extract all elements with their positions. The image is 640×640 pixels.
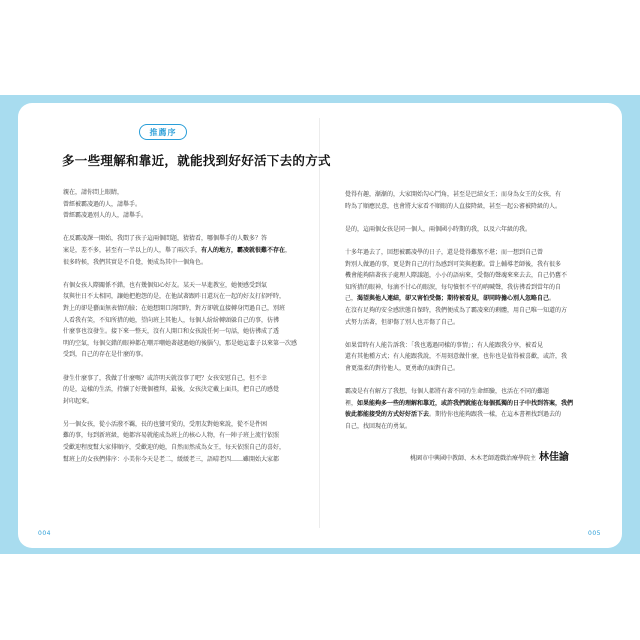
- text-run: 幫班上的女孩們排序：小美你今天是老二，緩緩老三，語晴老四……雖開始大家都: [63, 455, 280, 463]
- text-line: [63, 384, 303, 396]
- text-run: 。: [549, 295, 556, 303]
- text-run: 機會能夠陪著孩子處理人際議題，小小的語病來，受傷的聲魂來來去去，自己仍舊不: [345, 272, 568, 280]
- text-line: [63, 430, 303, 442]
- text-run: 封印起來。: [63, 397, 94, 405]
- text-run: 受歡迎程度幫大家排順序，受歡迎的她，自然而然成為女王，每天依照自己的喜好，: [63, 444, 286, 452]
- emphasis-text: 渴望與他人連結，卻又害怕受傷；期待被看見，卻同時擔心別人忽略自己: [357, 295, 550, 303]
- text-line: [345, 386, 585, 398]
- text-line: [345, 317, 585, 329]
- text-line: [63, 233, 303, 245]
- text-line: [345, 409, 585, 421]
- text-line: [345, 201, 585, 213]
- paragraph-gap: [63, 222, 303, 234]
- text-run: 是的，這兩個女孩是同一個人，兩個國小時期的我，以及六年級的我。: [345, 225, 532, 233]
- left-page-body: [63, 187, 303, 465]
- text-line: [63, 373, 303, 385]
- emphasis-text: 彼此都能接受的方式好好活下去: [345, 411, 430, 419]
- text-run: 會更溫柔的對待他人，更勇敢的面對自己。: [345, 364, 460, 372]
- text-run: 親在，請你問上眼睛，: [63, 189, 124, 196]
- text-run: 很多時候，我們其實是不自覺，便成為其中一個角色。: [63, 258, 208, 266]
- paragraph-gap: [63, 268, 303, 280]
- text-run: 十多年過去了，回想被霸凌學的日子，還是覺得難熬不堪；而一想到自己曾: [345, 248, 544, 256]
- text-run: 自己，找回現在的勇氣。: [345, 422, 412, 430]
- text-line: [63, 257, 303, 269]
- text-run: 霸凌是有有解方了我想，每個人都將有著不同的生命經驗，也活在不同的難題: [345, 388, 550, 396]
- text-run: 式努力活著，但卻傷了別人也弄傷了自己。: [345, 318, 460, 326]
- text-run: ，: [285, 246, 292, 254]
- text-line: [345, 293, 585, 305]
- text-run: 時為了順應民意，也會將大家看不順眼的人直接降級，甚至一起公審被降級的人。: [345, 202, 562, 210]
- text-run: 在沒有足夠的安全感狀態自保時，我們便成為了霸凌來的剩體，用自己唯一知道的方: [345, 306, 568, 314]
- text-line: [63, 245, 303, 257]
- text-line: [63, 291, 303, 303]
- text-line: [63, 199, 303, 211]
- text-run: 覺得有趣，漸漸的，大家開始勾心鬥角，甚至是巴結女王；而身為女王的女孩，有: [345, 191, 562, 198]
- text-run: 對別人做過的事，更是對自己的行為感到可笑與抱歉。當上輔導老師後，我有很多: [345, 260, 562, 268]
- text-line: [63, 454, 303, 466]
- text-run: 明的空氣，每個交錯的眼神都在嘲弄嘲她著越過她的後腦勺，那是她這輩子以來第一次感: [63, 339, 298, 347]
- text-line: [345, 224, 585, 236]
- text-line: [345, 398, 585, 410]
- text-line: [345, 351, 585, 363]
- text-run: 在反霸凌課一開始，我問了孩子這兩個問題，猜猜看，哪個舉手的人數多？答: [63, 235, 268, 243]
- text-line: [345, 421, 585, 433]
- page-number-right: 005: [588, 530, 601, 537]
- text-line: [345, 305, 585, 317]
- text-run: 難的事，每到新班級，她都容易就能成為班上的核心人物，有一陣子班上流行依照: [63, 432, 280, 440]
- text-run: 的是，這樣的生活，持續了好幾個禮拜，最後，女孩決定戴上面具，把自己的感覺: [63, 386, 280, 394]
- text-line: [345, 363, 585, 375]
- text-run: 有個女孩人際關係不錯，也有幾個知心好友。某天一早進教室，她便感受到氣: [63, 281, 268, 289]
- text-run: 裡，: [345, 399, 358, 407]
- text-run: 己，: [345, 295, 358, 303]
- signature-name: 林佳諭: [539, 452, 570, 463]
- text-run: 還有其他種方式；有人能跟我說，不用刻意做什麼，也你也是值得被喜歡，或許，我: [345, 353, 568, 361]
- text-line: [345, 340, 585, 352]
- text-line: [345, 282, 585, 294]
- text-run: 人看我有笑，不知所措的她，望向班上其他人，每個人紛紛轉頭躲自己的事，彷彿: [63, 316, 280, 324]
- text-line: [63, 315, 303, 327]
- text-line: [345, 270, 585, 282]
- text-line: [63, 338, 303, 350]
- paragraph-gap: [345, 375, 585, 387]
- text-run: 發生什麼事了，我做了什麼嗎？或許明天就沒事了吧？女孩安慰自己，但不幸: [63, 374, 268, 382]
- text-run: 案是，差不多，甚至有一半以上的人，舉了兩次手，: [63, 246, 202, 254]
- text-line: [345, 259, 585, 271]
- text-line: [63, 187, 303, 199]
- page-title: 多一些理解和靠近，就能找到好好活下去的方式: [62, 153, 331, 168]
- section-badge: 推薦序: [139, 124, 187, 140]
- text-run: 曾經被霸凌過的人，請舉手。: [63, 200, 142, 208]
- paragraph-gap: [63, 361, 303, 373]
- paragraph-gap: [345, 328, 585, 340]
- text-line: [63, 442, 303, 454]
- text-run: 。期待你也能夠跟我一樣，在這本書裡找到過去的: [429, 411, 562, 419]
- text-run: 如果當時有人能告訴我：「我也遇過同樣的事情」；有人能跟我分享，被看見: [345, 341, 544, 349]
- text-line: [63, 419, 303, 431]
- text-run: 什麼事也沒發生。接下來一整天，沒有人開口和女孩說任何一句話，她彷彿成了透: [63, 328, 280, 336]
- text-run: 曾經霸凌過別人的人，請舉手。: [63, 212, 148, 220]
- text-line: [63, 210, 303, 222]
- text-line: [63, 303, 303, 315]
- author-signature: [410, 448, 569, 463]
- paragraph-gap: [63, 407, 303, 419]
- text-line: [345, 189, 585, 201]
- text-run: 對上的卻是藝面無表情的臉；在她想開口詢問時，對方卻就直接轉身閃過自己，別班: [63, 304, 286, 312]
- text-line: [345, 247, 585, 259]
- text-run: 氛與往日不太相同，讓她把抱怨的是，在他試著跟昨日還玩在一起的好友打招呼時，: [63, 293, 286, 301]
- emphasis-text: 有人的地方，霸凌就很難不存在: [201, 246, 286, 254]
- text-line: [63, 349, 303, 361]
- book-gutter: [319, 118, 320, 528]
- text-line: [63, 326, 303, 338]
- paragraph-gap: [345, 212, 585, 224]
- text-run: 另一個女孩，從小活潑不羈，長的也蠻可愛的，受朋友對她來說，從不是件困: [63, 420, 268, 428]
- paragraph-gap: [345, 235, 585, 247]
- text-line: [63, 280, 303, 292]
- text-line: [63, 396, 303, 408]
- emphasis-text: 如果能夠多一些的理解和靠近，或許我們就能在每個孤獨的日子中找到答案，我們: [357, 399, 574, 407]
- right-page-body: [345, 189, 585, 432]
- page-number-left: 004: [38, 530, 51, 537]
- text-run: 知所措的眼神，每滴不甘心的眼淚，每句憤恨不平的吶喊聲，我彷彿看到當年的自: [345, 283, 562, 291]
- text-run: 受到，自己的存在是什麼的事。: [63, 351, 148, 359]
- signature-affiliation: 桃園市中興國中教師、木木老師遊戲治療學院主: [410, 455, 537, 462]
